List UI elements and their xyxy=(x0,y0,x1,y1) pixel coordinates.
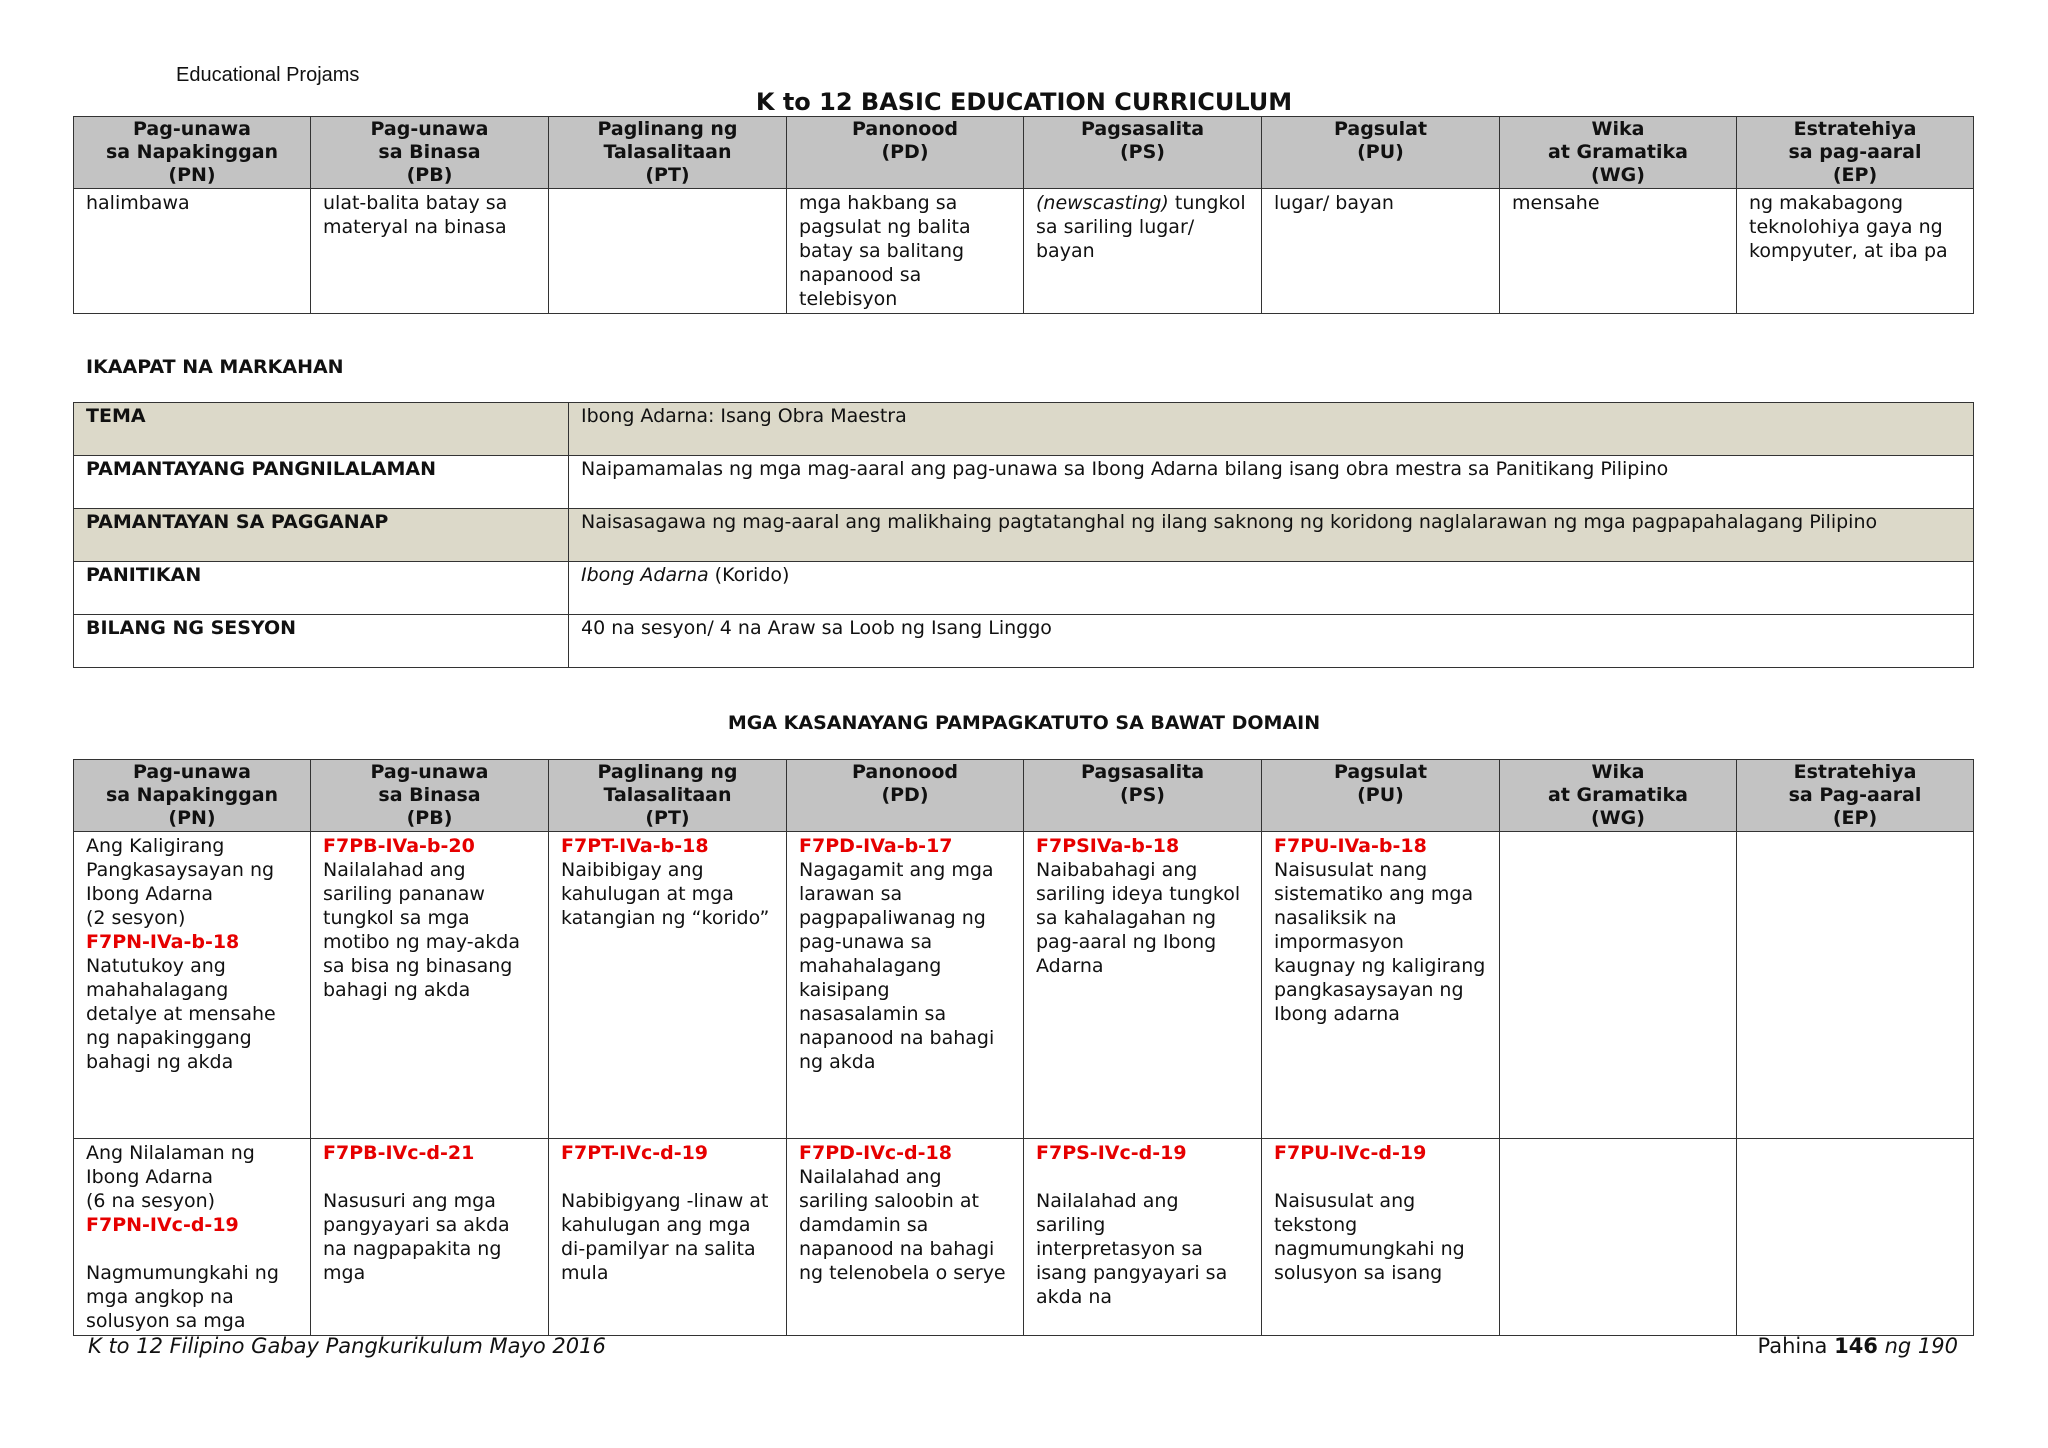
table-row xyxy=(74,1139,1974,1336)
table-row xyxy=(74,189,1974,314)
cell-pn: Ang Nilalaman ng Ibong Adarna (6 na sesyon) F7PN-IVc-d-19 Nagmumungkahi ng mga angkop na solusyon sa mga xyxy=(74,1139,311,1336)
info-row-pangnilalaman xyxy=(74,456,1974,509)
header-ep: Estratehiya sa pag-aaral (EP) xyxy=(1737,117,1974,189)
page-number: Pahina 146 ng 190 xyxy=(1757,1334,1958,1358)
cell-pt: F7PT-IVc-d-19 Nabibigyang -linaw at kahulugan ang mga di-pamilyar na salita mula xyxy=(549,1139,787,1336)
domain-heading: MGA KASANAYANG PAMPAGKATUTO SA BAWAT DOMAIN xyxy=(727,712,1321,734)
header-pu: Pagsulat (PU) xyxy=(1262,760,1500,832)
cell-pb: F7PB-IVc-d-21 Nasusuri ang mga pangyayari sa akda na nagpapakita ng mga xyxy=(311,1139,549,1336)
competency-code: F7PN-IVa-b-18 xyxy=(86,931,240,953)
competency-code: F7PD-IVa-b-17 xyxy=(799,835,953,857)
sesyon-label: BILANG NG SESYON xyxy=(74,615,569,668)
competency-code: F7PB-IVc-d-21 xyxy=(323,1142,475,1164)
page-title: K to 12 BASIC EDUCATION CURRICULUM xyxy=(755,88,1293,116)
header-pd: Panonood (PD) xyxy=(787,760,1024,832)
competency-code: F7PN-IVc-d-19 xyxy=(86,1214,239,1236)
cell-ps: F7PSIVa-b-18 Naibabahagi ang sariling ideya tungkol sa kahalagahan ng pag-aaral ng Ibong Adarna xyxy=(1024,832,1262,1139)
cell-ep: ng makabagong teknolohiya gaya ng kompyuter, at iba pa xyxy=(1737,189,1974,314)
cell-pt: F7PT-IVa-b-18 Naibibigay ang kahulugan at mga katangian ng “korido” xyxy=(549,832,787,1139)
panitikan-value: Ibong Adarna (Korido) xyxy=(569,562,1974,615)
sesyon-value: 40 na sesyon/ 4 na Araw sa Loob ng Isang Linggo xyxy=(569,615,1974,668)
header-pd: Panonood (PD) xyxy=(787,117,1024,189)
cell-pb: ulat-balita batay sa materyal na binasa xyxy=(311,189,549,314)
pagganap-value: Naisasagawa ng mag-aaral ang malikhaing pagtatanghal ng ilang saknong ng koridong naglalarawan ng mga pagpapahalagang Pilipino xyxy=(569,509,1974,562)
header-pn: Pag-unawa sa Napakinggan (PN) xyxy=(74,117,311,189)
cell-pn: halimbawa xyxy=(74,189,311,314)
top-curriculum-table xyxy=(73,116,1974,314)
cell-ps: (newscasting) tungkol sa sariling lugar/ bayan xyxy=(1024,189,1262,314)
cell-pn: Ang Kaligirang Pangkasaysayan ng Ibong Adarna (2 sesyon) F7PN-IVa-b-18 Natutukoy ang mahahalagang detalye at mensahe ng napakinggang bahagi ng akda xyxy=(74,832,311,1139)
cell-pb: F7PB-IVa-b-20 Nailalahad ang sariling pananaw tungkol sa mga motibo ng may-akda sa bisa ng binasang bahagi ng akda xyxy=(311,832,549,1139)
header-pt: Paglinang ng Talasalitaan (PT) xyxy=(549,117,787,189)
competency-code: F7PSIVa-b-18 xyxy=(1036,835,1180,857)
header-wg: Wika at Gramatika (WG) xyxy=(1500,117,1737,189)
header-ps: Pagsasalita (PS) xyxy=(1024,760,1262,832)
domain-competency-table xyxy=(73,759,1974,1336)
cell-wg xyxy=(1500,832,1737,1139)
cell-pt xyxy=(549,189,787,314)
cell-pd: F7PD-IVc-d-18 Nailalahad ang sariling saloobin at damdamin sa napanood na bahagi ng telenobela o serye xyxy=(787,1139,1024,1336)
panitikan-label: PANITIKAN xyxy=(74,562,569,615)
info-row-pagganap xyxy=(74,509,1974,562)
pagganap-label: PAMANTAYAN SA PAGGANAP xyxy=(74,509,569,562)
cell-pd: F7PD-IVa-b-17 Nagagamit ang mga larawan sa pagpapaliwanag ng pag-unawa sa mahahalagang kaisipang nasasalamin sa napanood na bahagi ng akda xyxy=(787,832,1024,1139)
cell-pu: F7PU-IVc-d-19 Naisusulat ang tekstong nagmumungkahi ng solusyon sa isang xyxy=(1262,1139,1500,1336)
header-ps: Pagsasalita (PS) xyxy=(1024,117,1262,189)
cell-wg xyxy=(1500,1139,1737,1336)
cell-ep xyxy=(1737,1139,1974,1336)
competency-code: F7PT-IVc-d-19 xyxy=(561,1142,709,1164)
footer-document-title: K to 12 Filipino Gabay Pangkurikulum Mayo 2016 xyxy=(88,1334,606,1358)
cell-pu: F7PU-IVa-b-18 Naisusulat nang sistematiko ang mga nasaliksik na impormasyon kaugnay ng kaligirang pangkasaysayan ng Ibong adarna xyxy=(1262,832,1500,1139)
header-ep: Estratehiya sa Pag-aaral (EP) xyxy=(1737,760,1974,832)
info-row-sesyon xyxy=(74,615,1974,668)
info-row-panitikan xyxy=(74,562,1974,615)
domain-table-header-row xyxy=(74,760,1974,832)
competency-code: F7PU-IVa-b-18 xyxy=(1274,835,1427,857)
tema-label: TEMA xyxy=(74,403,569,456)
watermark-text: Educational Projams xyxy=(176,64,360,86)
header-pu: Pagsulat (PU) xyxy=(1262,117,1500,189)
cell-pd: mga hakbang sa pagsulat ng balita batay sa balitang napanood sa telebisyon xyxy=(787,189,1024,314)
header-wg: Wika at Gramatika (WG) xyxy=(1500,760,1737,832)
header-pb: Pag-unawa sa Binasa (PB) xyxy=(311,117,549,189)
table-row xyxy=(74,832,1974,1139)
info-row-tema xyxy=(74,403,1974,456)
header-pb: Pag-unawa sa Binasa (PB) xyxy=(311,760,549,832)
competency-code: F7PD-IVc-d-18 xyxy=(799,1142,952,1164)
competency-code: F7PB-IVa-b-20 xyxy=(323,835,475,857)
quarter-heading: IKAAPAT NA MARKAHAN xyxy=(86,356,344,378)
header-pn: Pag-unawa sa Napakinggan (PN) xyxy=(74,760,311,832)
competency-code: F7PU-IVc-d-19 xyxy=(1274,1142,1427,1164)
competency-code: F7PS-IVc-d-19 xyxy=(1036,1142,1187,1164)
top-table-header-row xyxy=(74,117,1974,189)
pangnilalaman-label: PAMANTAYANG PANGNILALAMAN xyxy=(74,456,569,509)
cell-pu: lugar/ bayan xyxy=(1262,189,1500,314)
competency-code: F7PT-IVa-b-18 xyxy=(561,835,709,857)
cell-ep xyxy=(1737,832,1974,1139)
cell-wg: mensahe xyxy=(1500,189,1737,314)
pangnilalaman-value: Naipamamalas ng mga mag-aaral ang pag-unawa sa Ibong Adarna bilang isang obra mestra sa Panitikang Pilipino xyxy=(569,456,1974,509)
cell-ps: F7PS-IVc-d-19 Nailalahad ang sariling interpretasyon sa isang pangyayari sa akda na xyxy=(1024,1139,1262,1336)
tema-value: Ibong Adarna: Isang Obra Maestra xyxy=(569,403,1974,456)
quarter-info-table xyxy=(73,402,1974,668)
header-pt: Paglinang ng Talasalitaan (PT) xyxy=(549,760,787,832)
